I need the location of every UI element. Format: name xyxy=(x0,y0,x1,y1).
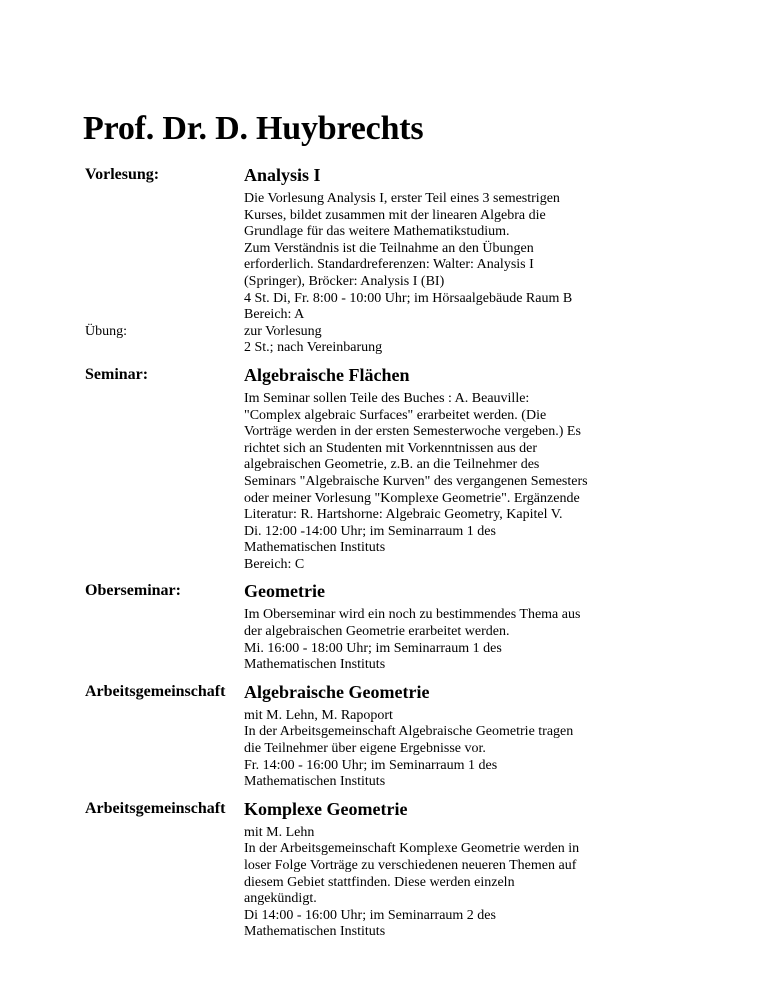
description-line: diesem Gebiet stattfinden. Diese werden einzeln xyxy=(244,874,515,890)
description-line: In der Arbeitsgemeinschaft Komplexe Geometrie werden in xyxy=(244,841,580,857)
exercise-content xyxy=(244,324,685,357)
schedule-line: Mathematischen Instituts xyxy=(244,924,386,940)
description-line: Seminars "Algebraische Kurven" des vergangenen Semesters xyxy=(244,473,588,489)
description-line: loser Folge Vorträge zu verschiedenen neueren Themen auf xyxy=(244,858,577,873)
course-content xyxy=(244,682,685,791)
course-content xyxy=(244,165,685,324)
exercise-line: 2 St.; nach Vereinbarung xyxy=(244,340,383,356)
description-line: "Complex algebraic Surfaces" erarbeitet werden. (Die xyxy=(244,407,547,423)
description-line: Literatur: R. Hartshorne: Algebraic Geometry, Kapitel V. xyxy=(244,507,563,523)
description-line: In der Arbeitsgemeinschaft Algebraische Geometrie tragen xyxy=(244,724,574,740)
exercise-entry xyxy=(85,324,685,357)
course-entry-vorlesung xyxy=(85,165,685,324)
schedule-line: Fr. 14:00 - 16:00 Uhr; im Seminarraum 1 des xyxy=(244,757,498,773)
description-line: der algebraischen Geometrie erarbeitet werden. xyxy=(244,624,510,640)
description-line: Im Oberseminar wird ein noch zu bestimmendes Thema aus xyxy=(244,607,581,623)
description-line: erforderlich. Standardreferenzen: Walter: Analysis I xyxy=(244,257,534,273)
course-title: Algebraische Geometrie xyxy=(244,681,430,702)
description-line: (Springer), Bröcker: Analysis I (BI) xyxy=(244,273,445,289)
exercise-line: zur Vorlesung xyxy=(244,323,322,339)
schedule-line: Mathematischen Instituts xyxy=(244,774,386,790)
schedule-line: Di. 12:00 -14:00 Uhr; im Seminarraum 1 des xyxy=(244,523,496,539)
description-line: Zum Verständnis ist die Teilnahme an den Übungen xyxy=(244,240,534,256)
organizers-line: mit M. Lehn xyxy=(244,824,315,840)
bereich-line: Bereich: A xyxy=(244,307,305,323)
course-type-label: Arbeitsgemeinschaft xyxy=(85,682,226,700)
schedule-line: 4 St. Di, Fr. 8:00 - 10:00 Uhr; im Hörsaalgebäude Raum B xyxy=(244,290,573,306)
course-type-label: Seminar: xyxy=(85,365,149,383)
description-line: Vorträge werden in der ersten Semesterwoche vergeben.) Es xyxy=(244,424,581,440)
description-line: Grundlage für das weitere Mathematikstudium. xyxy=(244,224,510,240)
course-entry-ag-algebraische-geometrie xyxy=(85,682,685,791)
page-title: Prof. Dr. D. Huybrechts xyxy=(83,110,424,147)
course-title: Geometrie xyxy=(244,581,325,602)
description-line: algebraischen Geometrie, z.B. an die Teilnehmer des xyxy=(244,457,540,473)
course-entry-oberseminar xyxy=(85,581,685,673)
course-list xyxy=(85,165,685,941)
bereich-line: Bereich: C xyxy=(244,556,305,572)
course-type-label: Oberseminar: xyxy=(85,582,181,600)
course-content xyxy=(244,365,685,574)
schedule-line: Di 14:00 - 16:00 Uhr; im Seminarraum 2 des xyxy=(244,907,496,923)
course-entry-seminar xyxy=(85,365,685,574)
course-content xyxy=(244,799,685,941)
schedule-line: Mi. 16:00 - 18:00 Uhr; im Seminarraum 1 des xyxy=(244,640,502,656)
course-title: Analysis I xyxy=(244,165,321,185)
description-line: Die Vorlesung Analysis I, erster Teil eines 3 semestrigen xyxy=(244,191,560,206)
description-line: angekündigt. xyxy=(244,891,317,907)
description-line: Kurses, bildet zusammen mit der linearen Algebra die xyxy=(244,207,546,223)
course-content xyxy=(244,581,685,673)
exercise-label: Übung: xyxy=(85,323,127,339)
organizers-line: mit M. Lehn, M. Rapoport xyxy=(244,707,393,723)
description-line: Im Seminar sollen Teile des Buches : A. Beauville: xyxy=(244,390,530,406)
course-entry-ag-komplexe-geometrie xyxy=(85,799,685,941)
description-line: richtet sich an Studenten mit Vorkenntnissen aus der xyxy=(244,440,538,456)
course-type-label: Vorlesung: xyxy=(85,166,160,183)
description-line: oder meiner Vorlesung "Komplexe Geometrie". Ergänzende xyxy=(244,490,580,506)
course-type-label: Arbeitsgemeinschaft xyxy=(85,799,226,817)
schedule-line: Mathematischen Instituts xyxy=(244,540,386,556)
course-title: Komplexe Geometrie xyxy=(244,798,408,819)
course-title: Algebraische Flächen xyxy=(244,364,410,385)
schedule-line: Mathematischen Instituts xyxy=(244,657,386,673)
description-line: die Teilnehmer über eigene Ergebnisse vor. xyxy=(244,741,486,757)
